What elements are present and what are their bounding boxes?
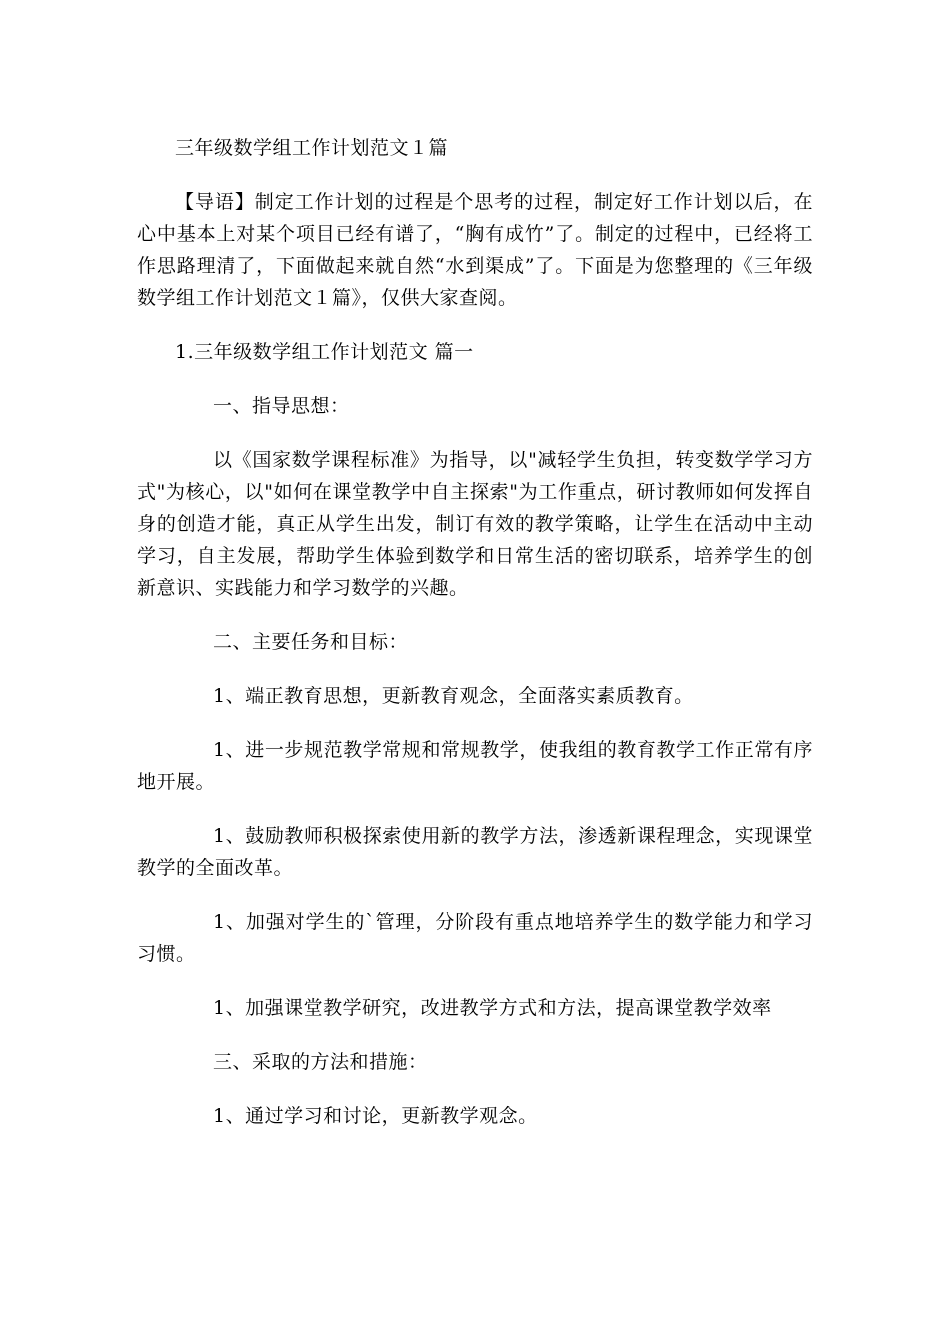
section-title: 1.三年级数学组工作计划范文 篇一 xyxy=(175,341,474,363)
heading-guiding-ideology: 一、指导思想： xyxy=(213,395,350,417)
heading-methods-measures: 三、采取的方法和措施： xyxy=(213,1051,428,1073)
heading-tasks-goals: 二、主要任务和目标： xyxy=(213,631,409,653)
task-item: 1、端正教育思想，更新教育观念，全面落实素质教育。 xyxy=(213,685,694,707)
document-body xyxy=(137,132,813,1132)
task-item: 1、加强对学生的`管理，分阶段有重点地培养学生的数学能力和学习习惯。 xyxy=(137,911,813,965)
guiding-ideology-paragraph: 以《国家数学课程标准》为指导，以"减轻学生负担，转变数学学习方式"为核心，以"如何在课堂教学中自主探索"为工作重点，研讨教师如何发挥自身的创造才能，真正从学生出发，制订有效的教学策略，让学生在活动中主动学习，自主发展，帮助学生体验到数学和日常生活的密切联系，培养学生的创新意识、实践能力和学习数学的兴趣。 xyxy=(137,449,813,599)
task-item: 1、加强课堂教学研究，改进教学方式和方法，提高课堂教学效率 xyxy=(213,997,772,1019)
intro-paragraph: 【导语】制定工作计划的过程是个思考的过程，制定好工作计划以后，在心中基本上对某个项目已经有谱了，“胸有成竹”了。制定的过程中，已经将工作思路理清了，下面做起来就自然“水到渠成”了。下面是为您整理的《三年级数学组工作计划范文１篇》，仅供大家查阅。 xyxy=(137,191,813,309)
task-item: 1、进一步规范教学常规和常规教学，使我组的教育教学工作正常有序地开展。 xyxy=(137,739,813,793)
task-item: 1、鼓励教师积极探索使用新的教学方法，渗透新课程理念，实现课堂教学的全面改革。 xyxy=(137,825,813,879)
document-title: 三年级数学组工作计划范文１篇 xyxy=(175,137,449,159)
measure-item: 1、通过学习和讨论，更新教学观念。 xyxy=(213,1105,538,1127)
